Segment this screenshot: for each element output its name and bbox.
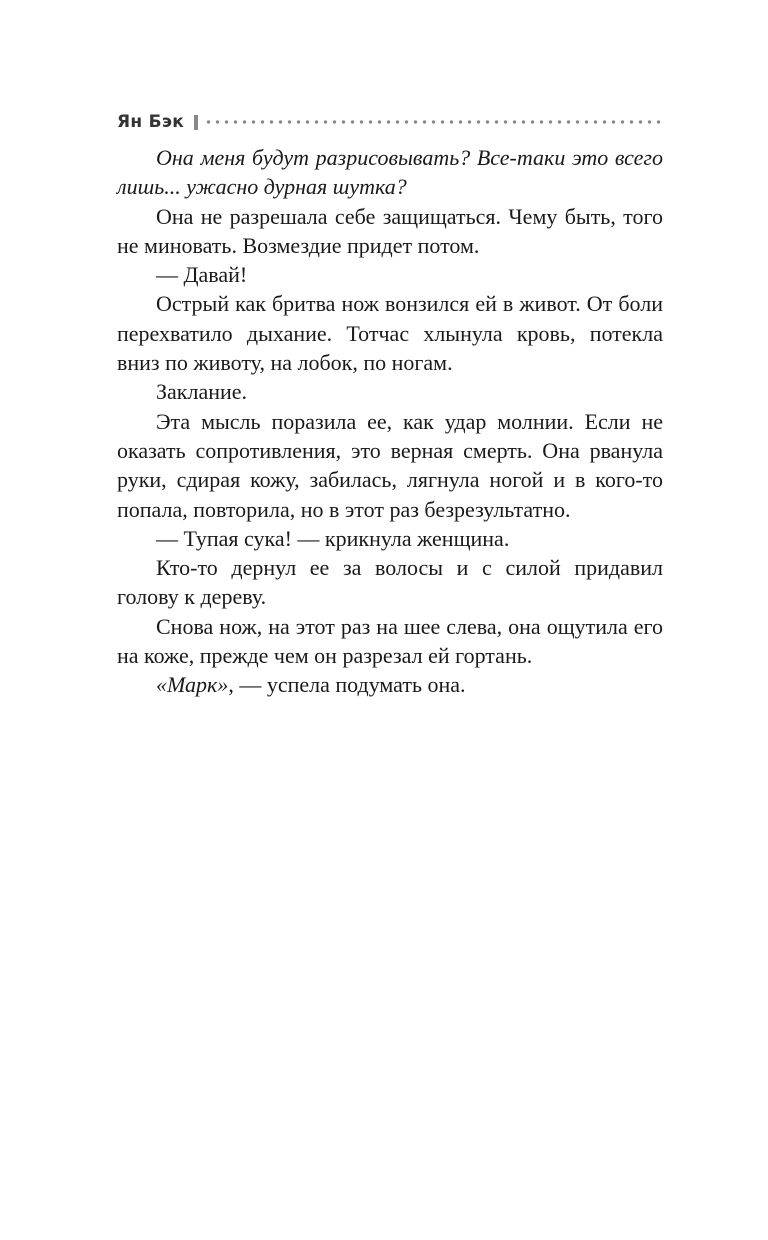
paragraph: Заклание.: [156, 379, 248, 405]
paragraph: Снова нож, на этот раз на шее слева, она ощутила его на коже, прежде чем он разрезал ей гортань.: [117, 613, 663, 669]
running-header: [117, 108, 663, 136]
paragraph: Кто-то дернул ее за волосы и с силой придавил голову к дереву.: [117, 555, 663, 610]
quoted-name: «Марк»: [156, 672, 229, 698]
paragraph: Она не разрешала себе защищаться. Чему быть, того не миновать. Возмездие придет потом.: [117, 203, 663, 258]
paragraph: — Тупая сука! — крикнула женщина.: [156, 525, 510, 551]
paragraph-tail: , — успела подумать она.: [228, 672, 466, 698]
paragraph: Эта мысль поразила ее, как удар молнии. Если не оказать сопротивления, это верная смерть. Она рванула руки, сдирая кожу, забилась, лягнула ногой и в кого-то попала, повторила, но в этот раз безрезультатно.: [117, 408, 663, 522]
body-text: [117, 143, 663, 700]
header-dotted-rule: [204, 120, 663, 124]
paragraph: — Давай!: [156, 262, 248, 288]
paragraph: Она меня будут разрисовывать? Все-таки это всего лишь... ужасно дурная шутка?: [117, 145, 663, 200]
author-name: Ян Бэк: [117, 112, 185, 132]
paragraph: Острый как бритва нож вонзился ей в живот. От боли перехватило дыхание. Тотчас хлынула кровь, потекла вниз по животу, на лобок, по ногам.: [117, 291, 663, 376]
header-rule-bar: [194, 115, 198, 130]
paragraph: [117, 670, 663, 699]
